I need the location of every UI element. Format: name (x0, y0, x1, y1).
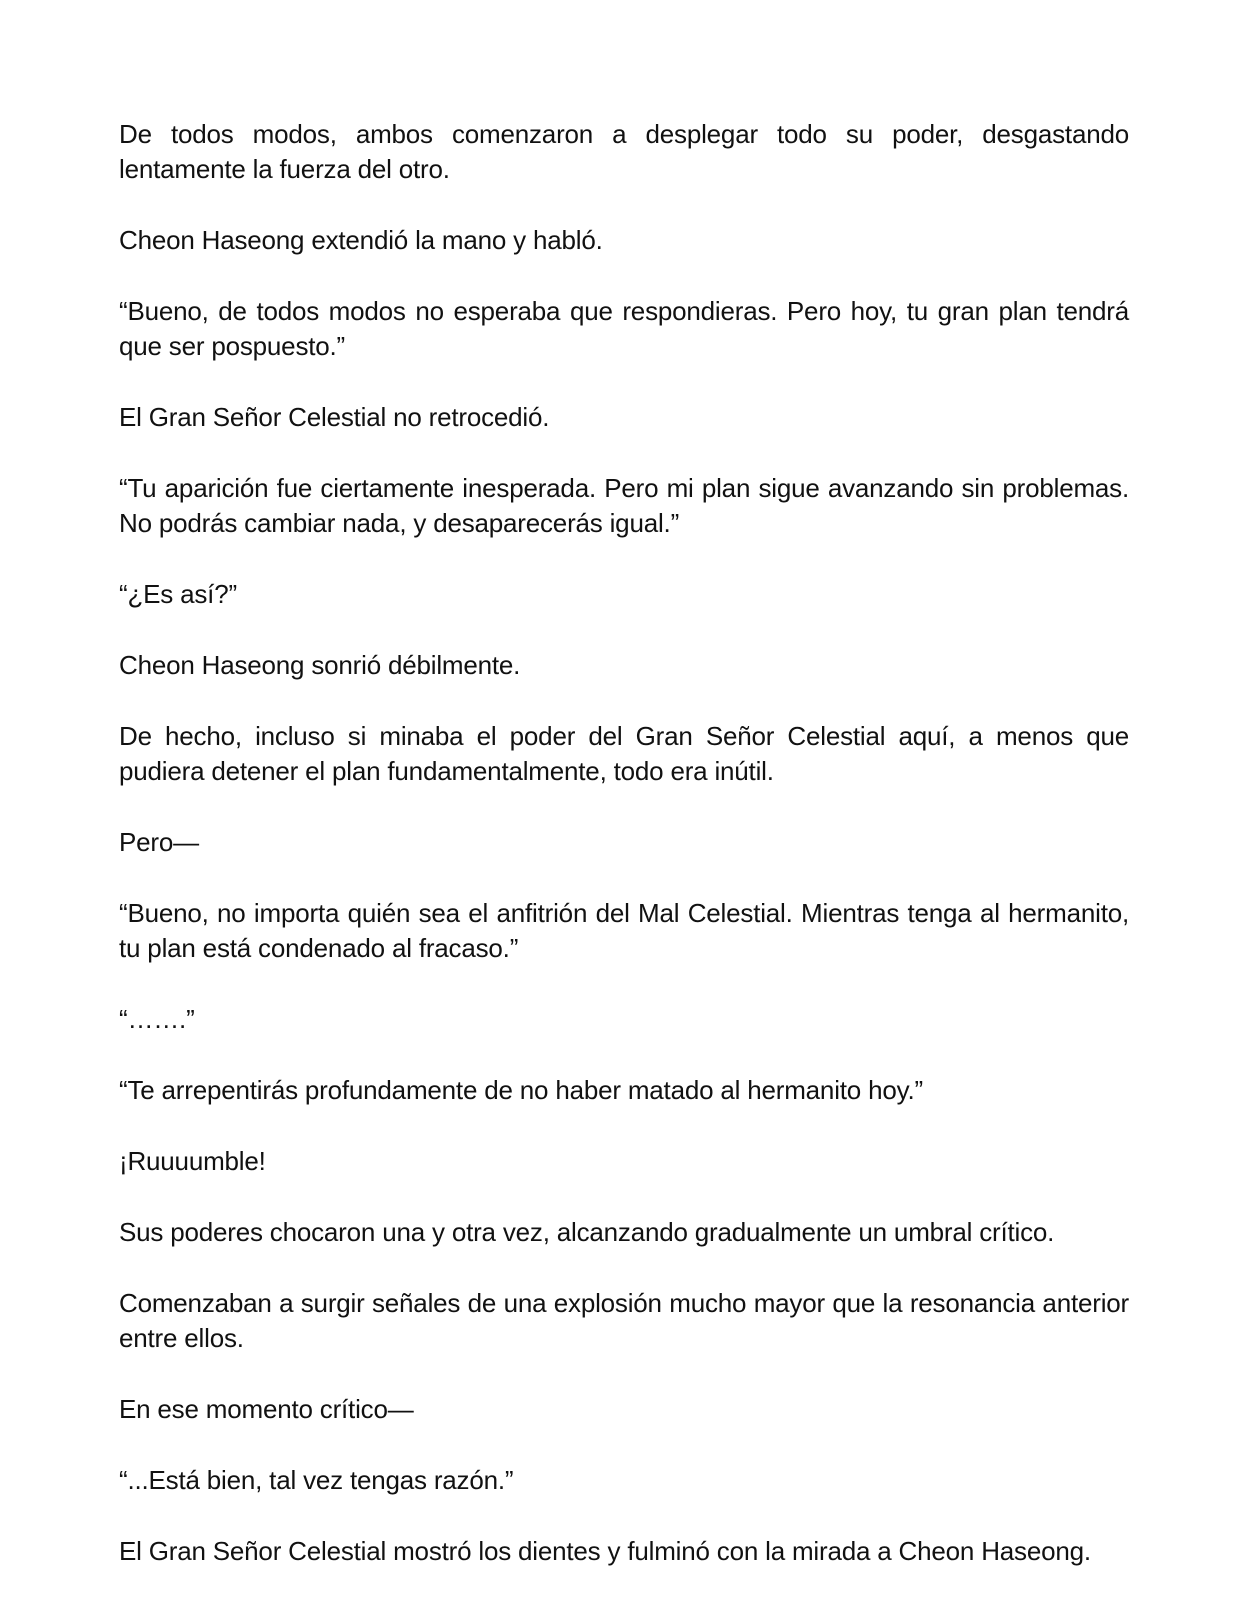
paragraph: De todos modos, ambos comenzaron a desplegar todo su poder, desgastando lentamente la fuerza del otro. (119, 119, 1129, 184)
paragraph: “Bueno, de todos modos no esperaba que respondieras. Pero hoy, tu gran plan tendrá que ser pospuesto.” (119, 296, 1129, 361)
paragraph: ¡Ruuuumble! (119, 1146, 266, 1176)
paragraph: Sus poderes chocaron una y otra vez, alcanzando gradualmente un umbral crítico. (119, 1217, 1055, 1247)
paragraph: “Te arrepentirás profundamente de no haber matado al hermanito hoy.” (119, 1075, 923, 1105)
paragraph: Cheon Haseong extendió la mano y habló. (119, 225, 603, 255)
paragraph: “¿Es así?” (119, 579, 237, 609)
paragraph: De hecho, incluso si minaba el poder del Gran Señor Celestial aquí, a menos que pudiera detener el plan fundamentalmente, todo era inútil. (119, 721, 1129, 786)
paragraph: El Gran Señor Celestial no retrocedió. (119, 402, 550, 432)
paragraph: Cheon Haseong sonrió débilmente. (119, 650, 521, 680)
paragraph: “Tu aparición fue ciertamente inesperada. Pero mi plan sigue avanzando sin problemas. No podrás cambiar nada, y desaparecerás igual.” (119, 473, 1129, 538)
paragraph: Pero— (119, 827, 199, 857)
paragraph: El Gran Señor Celestial mostró los dientes y fulminó con la mirada a Cheon Haseong. (119, 1536, 1091, 1566)
paragraph: “...Está bien, tal vez tengas razón.” (119, 1465, 514, 1495)
paragraph: En ese momento crítico— (119, 1394, 414, 1424)
paragraph: “Bueno, no importa quién sea el anfitrión del Mal Celestial. Mientras tenga al hermanito, tu plan está condenado al fracaso.” (119, 898, 1129, 963)
paragraph: Comenzaban a surgir señales de una explosión mucho mayor que la resonancia anterior entre ellos. (119, 1288, 1129, 1353)
document-body (119, 117, 1129, 1605)
paragraph: “…….” (119, 1004, 195, 1034)
